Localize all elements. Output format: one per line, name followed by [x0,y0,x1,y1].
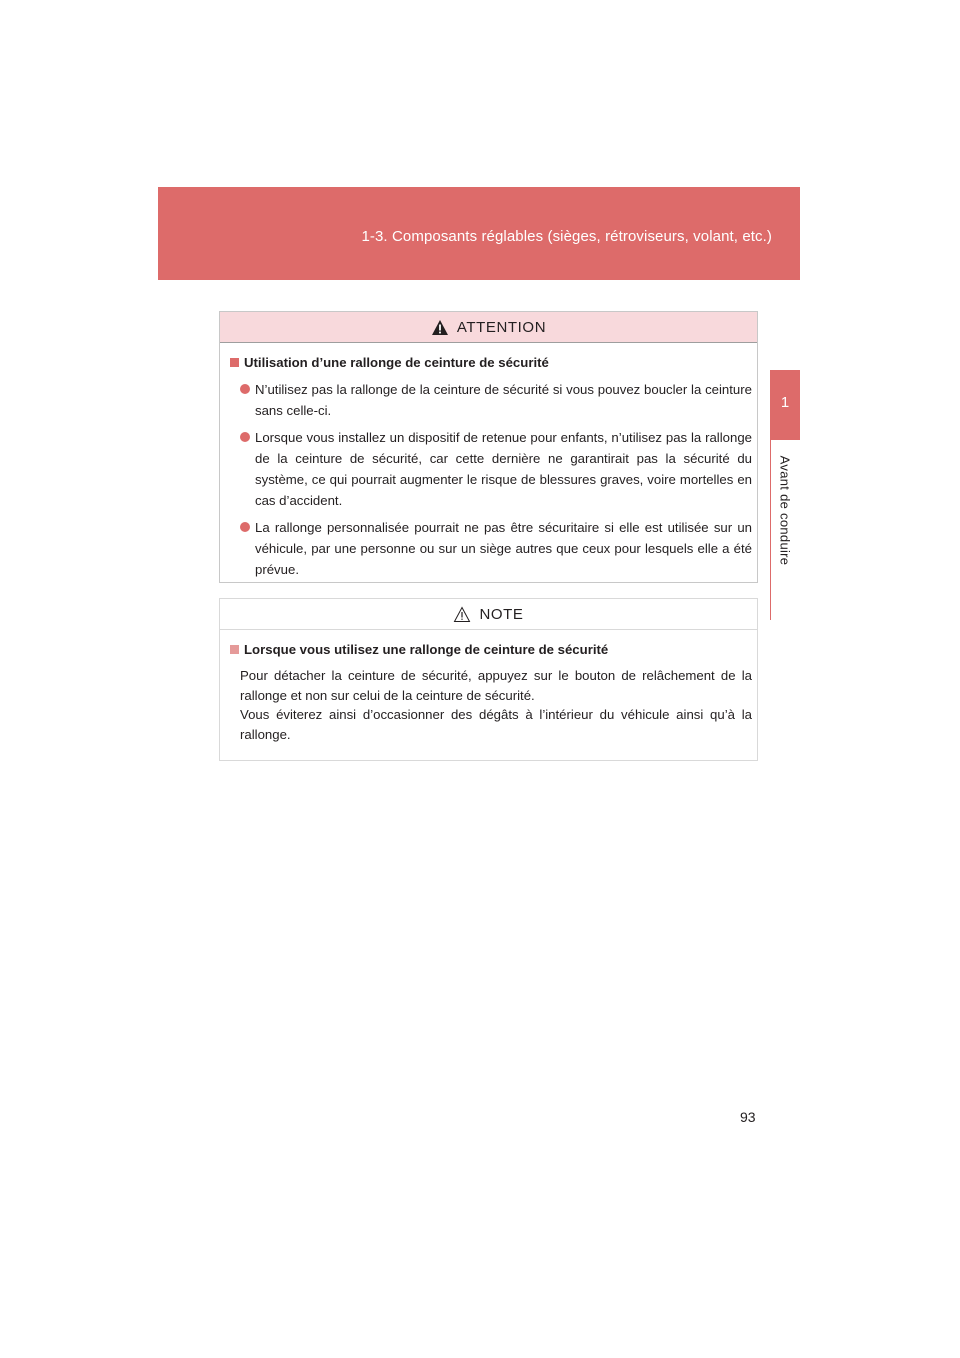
list-item [230,427,752,511]
list-item [230,379,752,421]
round-bullet-icon [240,432,250,442]
attention-body [220,343,757,580]
round-bullet-icon [240,522,250,532]
chapter-label: Avant de conduire [777,455,793,565]
attention-heading [230,355,752,370]
note-box [219,598,758,761]
attention-heading-text: Utilisation d’une rallonge de ceinture de sécurité [244,355,549,370]
note-header [220,599,757,630]
list-item-text: La rallonge personnalisée pourrait ne pas être sécuritaire si elle est utilisée sur un véhicule, par une personne ou sur un siège autres que ceux pour lesquels elle a été prévue. [255,520,752,577]
note-heading-text: Lorsque vous utilisez une rallonge de ceinture de sécurité [244,642,609,657]
page-number: 93 [740,1109,756,1125]
attention-title: ATTENTION [456,318,547,336]
chapter-label-container [768,450,802,570]
round-bullet-icon [240,384,250,394]
note-body [220,630,757,744]
note-paragraph: Pour détacher la ceinture de sécurité, appuyez sur le bouton de relâchement de la rallonge et non sur celui de la ceinture de sécurité. [240,668,752,703]
chapter-tab [770,370,800,440]
section-title: 1-3. Composants réglables (sièges, rétroviseurs, volant, etc.) [361,228,772,245]
attention-list [230,379,752,580]
warning-triangle-outline-icon [453,606,471,623]
square-bullet-icon [230,358,239,367]
note-paragraph: Vous éviterez ainsi d’occasionner des dégâts à l’intérieur du véhicule ainsi qu’à la rallonge. [240,707,752,742]
square-bullet-icon [230,645,239,654]
section-header-band [158,187,800,280]
warning-triangle-filled-icon [431,319,449,336]
attention-box [219,311,758,583]
chapter-number: 1 [780,394,790,411]
list-item [230,517,752,580]
list-item-text: N’utilisez pas la rallonge de la ceinture de sécurité si vous pouvez boucler la ceinture sans celle-ci. [255,382,752,418]
note-heading [230,642,752,657]
list-item-text: Lorsque vous installez un dispositif de retenue pour enfants, n’utilisez pas la rallonge de la ceinture de sécurité, car cette dernière ne garantirait pas la sécurité du système, ce qui pourrait augmenter le risque de blessures graves, voire mortelles en cas d’accident. [255,430,752,508]
attention-header [220,312,757,343]
note-title: NOTE [479,605,524,623]
